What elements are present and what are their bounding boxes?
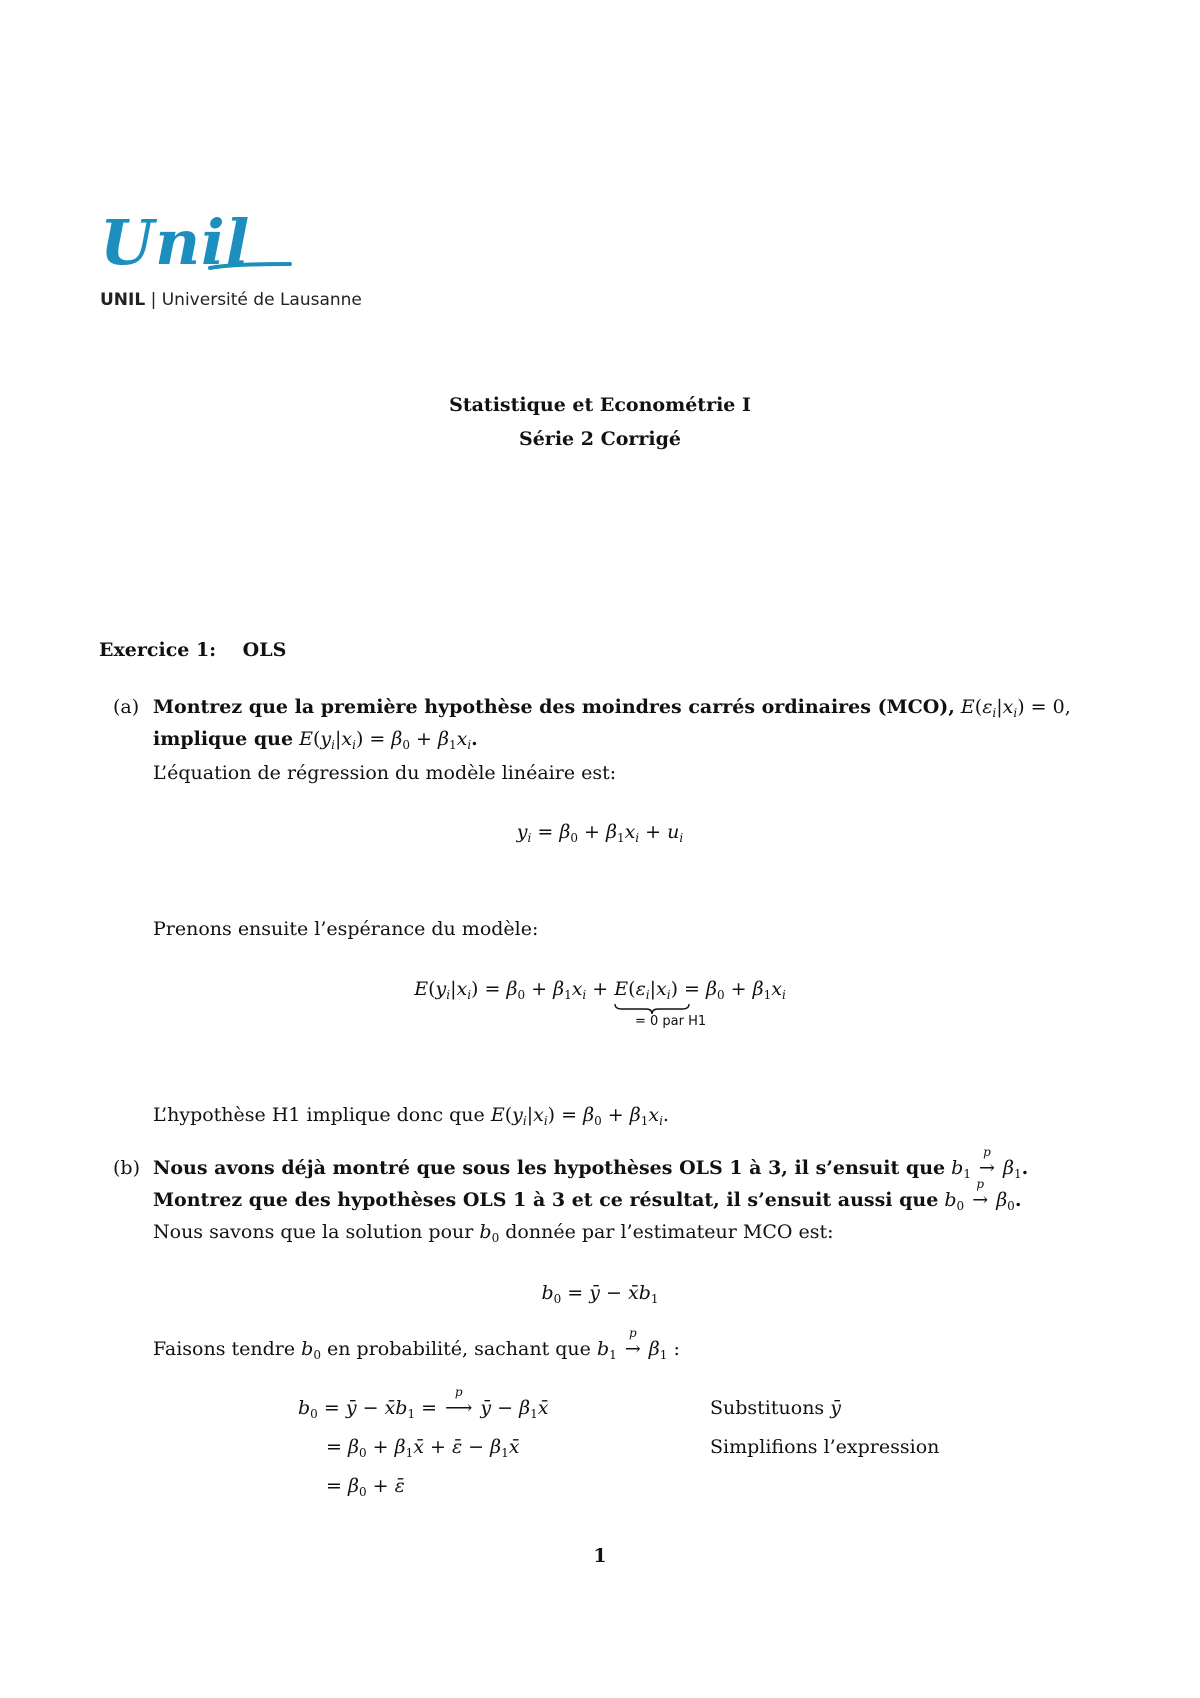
- equation-b0: $b_0$ = ȳ − $x̄b_1$: [541, 1282, 659, 1306]
- note1-text: Substituons: [710, 1397, 825, 1419]
- derivation-line3: = $\beta_0$ + ε̄: [326, 1475, 405, 1499]
- equation-regression: $y_i = \beta_0 + \beta_1x_i + u_i$: [516, 821, 684, 845]
- question-a-label: (a): [113, 696, 140, 718]
- math-h1: E: [960, 696, 975, 718]
- logo-sub-bold: UNIL: [100, 290, 146, 310]
- tendre-text2: en probabilité, sachant que: [327, 1338, 591, 1360]
- question-a-line1: Montrez que la première hypothèse des moindres carrés ordinaires (MCO), $E(\varepsilon_i|x_i) = 0$,: [153, 696, 1071, 720]
- logo-sub-rest: | Université de Lausanne: [145, 290, 362, 310]
- question-a-text2: implique que: [153, 728, 294, 750]
- question-b-line2: Montrez que des hypothèses OLS 1 à 3 et ce résultat, il s’ensuit aussi que $b_0$ p → $\beta_0$.: [153, 1177, 1022, 1213]
- question-b-solution: Nous savons que la solution pour $b_0$ donnée par l’estimateur MCO est:: [153, 1221, 834, 1245]
- question-b-label: (b): [113, 1157, 140, 1179]
- solution-text2: donnée par l’estimateur MCO est:: [505, 1221, 834, 1243]
- derivation-line2: = $\beta_0$ + $\beta_1x̄$ + ε̄ − $\beta_1x̄$: [326, 1436, 520, 1460]
- question-a-intro: L’équation de régression du modèle linéaire est:: [153, 762, 617, 784]
- question-a-line2: implique que $E(y_i|x_i) = \beta_0 + \beta_1x_i$.: [153, 728, 478, 752]
- conclusion-text: L’hypothèse H1 implique donc que: [153, 1104, 485, 1126]
- derivation-note1: Substituons ȳ: [710, 1397, 841, 1419]
- underbrace-term: $E(\varepsilon_i|x_i)$: [614, 978, 678, 1002]
- document-title: Statistique et Econométrie I: [449, 394, 751, 416]
- logo-wordmark: [100, 206, 251, 279]
- underbrace-note: = 0 par H1: [635, 1014, 707, 1029]
- derivation-note2: Simplifions l’expression: [710, 1436, 940, 1458]
- solution-text: Nous savons que la solution pour: [153, 1221, 474, 1243]
- question-b-line1: Nous avons déjà montré que sous les hypothèses OLS 1 à 3, il s’ensuit que $b_1$ p → $\beta_1$.: [153, 1145, 1029, 1181]
- exercise-heading: Exercice 1: OLS: [99, 639, 287, 661]
- logo-swoosh-icon: [100, 212, 300, 278]
- tendre-text: Faisons tendre: [153, 1338, 296, 1360]
- question-a-text1: Montrez que la première hypothèse des moindres carrés ordinaires (MCO),: [153, 696, 955, 718]
- logo-subtitle: [100, 290, 362, 310]
- page-number: 1: [593, 1545, 607, 1567]
- logo-wordmark-text: Unil: [100, 206, 251, 279]
- question-b-text2: Montrez que des hypothèses OLS 1 à 3 et ce résultat, il s’ensuit aussi que: [153, 1189, 939, 1211]
- university-logo: [100, 206, 362, 310]
- question-b-text1: Nous avons déjà montré que sous les hypothèses OLS 1 à 3, il s’ensuit que: [153, 1157, 946, 1179]
- question-a-conclusion: L’hypothèse H1 implique donc que $E(y_i|x_i) = \beta_0 + \beta_1x_i$.: [153, 1104, 669, 1128]
- derivation-line1: $b_0$ = ȳ − $x̄b_1$ = p ⟶ ȳ − $\beta_1x̄$: [298, 1385, 549, 1421]
- document-subtitle: Série 2 Corrigé: [519, 428, 681, 450]
- question-b-tendre: Faisons tendre $b_0$ en probabilité, sachant que $b_1$ p → $\beta_1$ :: [153, 1326, 680, 1362]
- question-a-then: Prenons ensuite l’espérance du modèle:: [153, 918, 539, 940]
- equation-expectation: $E(y_i|x_i) = \beta_0 + \beta_1x_i + E(\varepsilon_i|x_i)$ = $\beta_0 + \beta_1x_i$: [0, 978, 1200, 1002]
